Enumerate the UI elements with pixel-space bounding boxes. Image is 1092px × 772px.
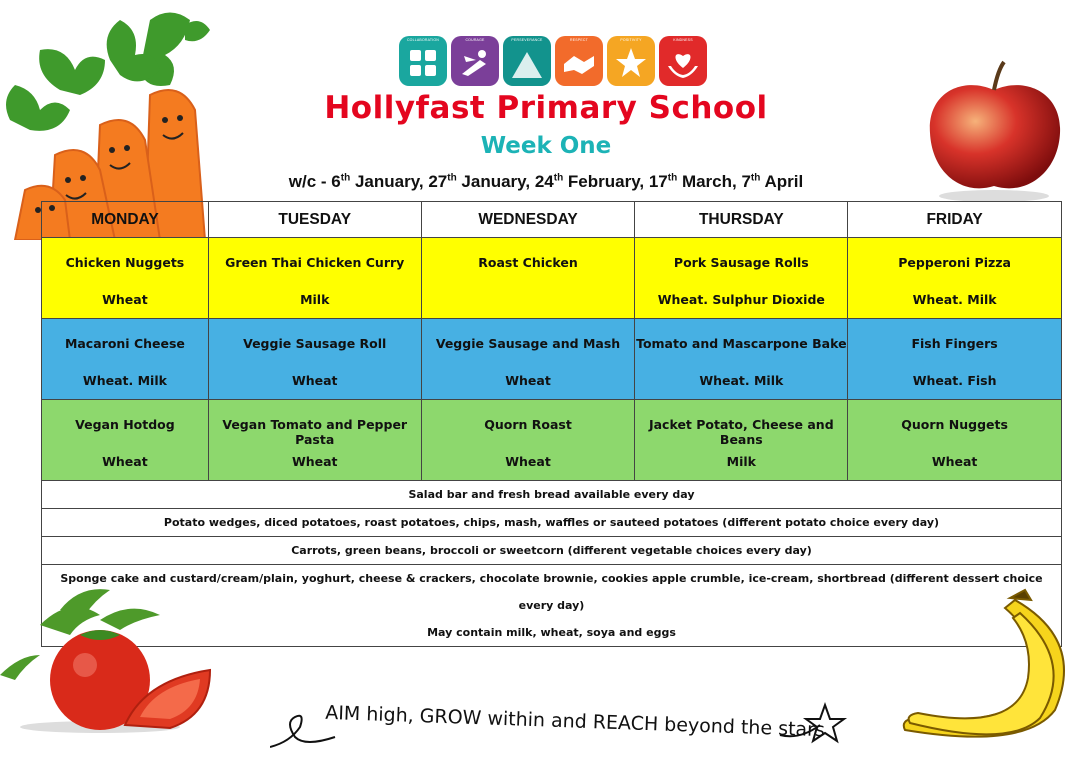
dish-name: Pork Sausage Rolls <box>673 255 809 270</box>
allergen-text: Wheat. Sulphur Dioxide <box>657 292 825 307</box>
note-salad: Salad bar and fresh bread available every day <box>42 481 1062 509</box>
allergen-text: Milk <box>300 292 330 307</box>
note-potato: Potato wedges, diced potatoes, roast potatoes, chips, mash, waffles or sauteed potatoes (different potato choice every day) <box>42 509 1062 537</box>
menu-cell <box>635 238 848 319</box>
value-caption: KINDNESS <box>673 38 693 42</box>
note-row-potato <box>42 509 1062 537</box>
school-name: Hollyfast Primary School <box>324 90 768 126</box>
dish-name: Quorn Roast <box>484 417 572 432</box>
menu-row-green <box>42 400 1062 481</box>
dish-name: Veggie Sausage and Mash <box>435 336 621 351</box>
menu-cell <box>208 400 421 481</box>
day-monday: MONDAY <box>42 202 209 238</box>
menu-cell <box>208 238 421 319</box>
star-person-icon <box>614 46 648 80</box>
allergen-text: Wheat. Fish <box>912 373 997 388</box>
menu-row-blue <box>42 319 1062 400</box>
dish-name: Jacket Potato, Cheese and Beans <box>648 417 834 447</box>
dish-name: Chicken Nuggets <box>65 255 185 270</box>
value-caption: RESPECT <box>570 38 588 42</box>
allergen-text: Wheat. Milk <box>699 373 784 388</box>
handshake-icon <box>562 46 596 80</box>
motto-text: AIM high, GROW within and REACH beyond the stars <box>324 701 826 742</box>
value-tile-courage <box>451 36 499 86</box>
values-icons <box>399 36 707 88</box>
dish-name: Macaroni Cheese <box>64 336 185 351</box>
dish-name: Veggie Sausage Roll <box>243 336 387 351</box>
menu-cell <box>421 400 635 481</box>
school-motto <box>270 695 850 755</box>
menu-cell <box>208 319 421 400</box>
dish-name: Vegan Hotdog <box>75 417 175 432</box>
menu-cell <box>848 319 1062 400</box>
menu-row-yellow <box>42 238 1062 319</box>
menu-cell <box>848 400 1062 481</box>
allergen-text: Wheat <box>291 373 338 388</box>
menu-cell <box>421 238 635 319</box>
tomato-icon <box>0 585 220 735</box>
dish-name: Vegan Tomato and Pepper Pasta <box>222 417 408 447</box>
heart-hands-icon <box>666 46 700 80</box>
allergen-text: Wheat <box>102 454 148 469</box>
value-caption: PERSEVERANCE <box>511 38 543 42</box>
day-thursday: THURSDAY <box>635 202 848 238</box>
allergen-text: Wheat. Milk <box>912 292 997 307</box>
value-tile-kindness <box>659 36 707 86</box>
menu-cell <box>42 400 209 481</box>
note-row-vegetables <box>42 537 1062 565</box>
value-tile-respect <box>555 36 603 86</box>
superhero-icon <box>458 46 492 80</box>
day-wednesday: WEDNESDAY <box>421 202 635 238</box>
value-caption: POSITIVITY <box>620 38 642 42</box>
value-tile-collaboration <box>399 36 447 86</box>
allergen-text: Wheat. Milk <box>82 373 167 388</box>
allergen-text: Milk <box>726 454 756 469</box>
allergen-text: Wheat <box>291 454 338 469</box>
note-row-salad <box>42 481 1062 509</box>
menu-cell <box>635 319 848 400</box>
allergen-text: Wheat <box>102 292 148 307</box>
dish-name: Fish Fingers <box>911 336 998 351</box>
dish-name: Pepperoni Pizza <box>898 255 1011 270</box>
menu-table <box>41 201 1062 647</box>
menu-cell <box>421 319 635 400</box>
dish-name: Tomato and Mascarpone Bake <box>636 336 847 351</box>
week-title: Week One <box>480 133 612 159</box>
week-commencing-dates: w/c - 6th January, 27th January, 24th February, 17th March, 7th April <box>288 172 804 191</box>
menu-cell <box>635 400 848 481</box>
note-allergy: May contain milk, wheat, soya and eggs <box>427 626 676 639</box>
dish-name: Green Thai Chicken Curry <box>225 255 405 270</box>
allergen-text: Wheat <box>505 454 551 469</box>
dish-name: Roast Chicken <box>478 255 578 270</box>
note-vegetables: Carrots, green beans, broccoli or sweetcorn (different vegetable choices every day) <box>42 537 1062 565</box>
day-tuesday: TUESDAY <box>208 202 421 238</box>
value-tile-positivity <box>607 36 655 86</box>
puzzle-icon <box>406 46 440 80</box>
dish-name: Quorn Nuggets <box>901 417 1008 432</box>
allergen-text: Wheat <box>931 454 978 469</box>
menu-header-row <box>42 202 1062 238</box>
climber-icon <box>510 46 544 80</box>
menu-cell <box>42 319 209 400</box>
note-dessert: Sponge cake and custard/cream/plain, yoghurt, cheese & crackers, chocolate brownie, cookies apple crumble, ice-cream, shortbread (different dessert choice every day) <box>60 572 1043 612</box>
day-friday: FRIDAY <box>848 202 1062 238</box>
menu-cell <box>848 238 1062 319</box>
allergen-text: Wheat <box>505 373 551 388</box>
value-caption: COLLABORATION <box>406 38 440 42</box>
banana-icon <box>895 588 1085 753</box>
menu-cell <box>42 238 209 319</box>
value-caption: COURAGE <box>465 38 485 42</box>
value-tile-perseverance <box>503 36 551 86</box>
